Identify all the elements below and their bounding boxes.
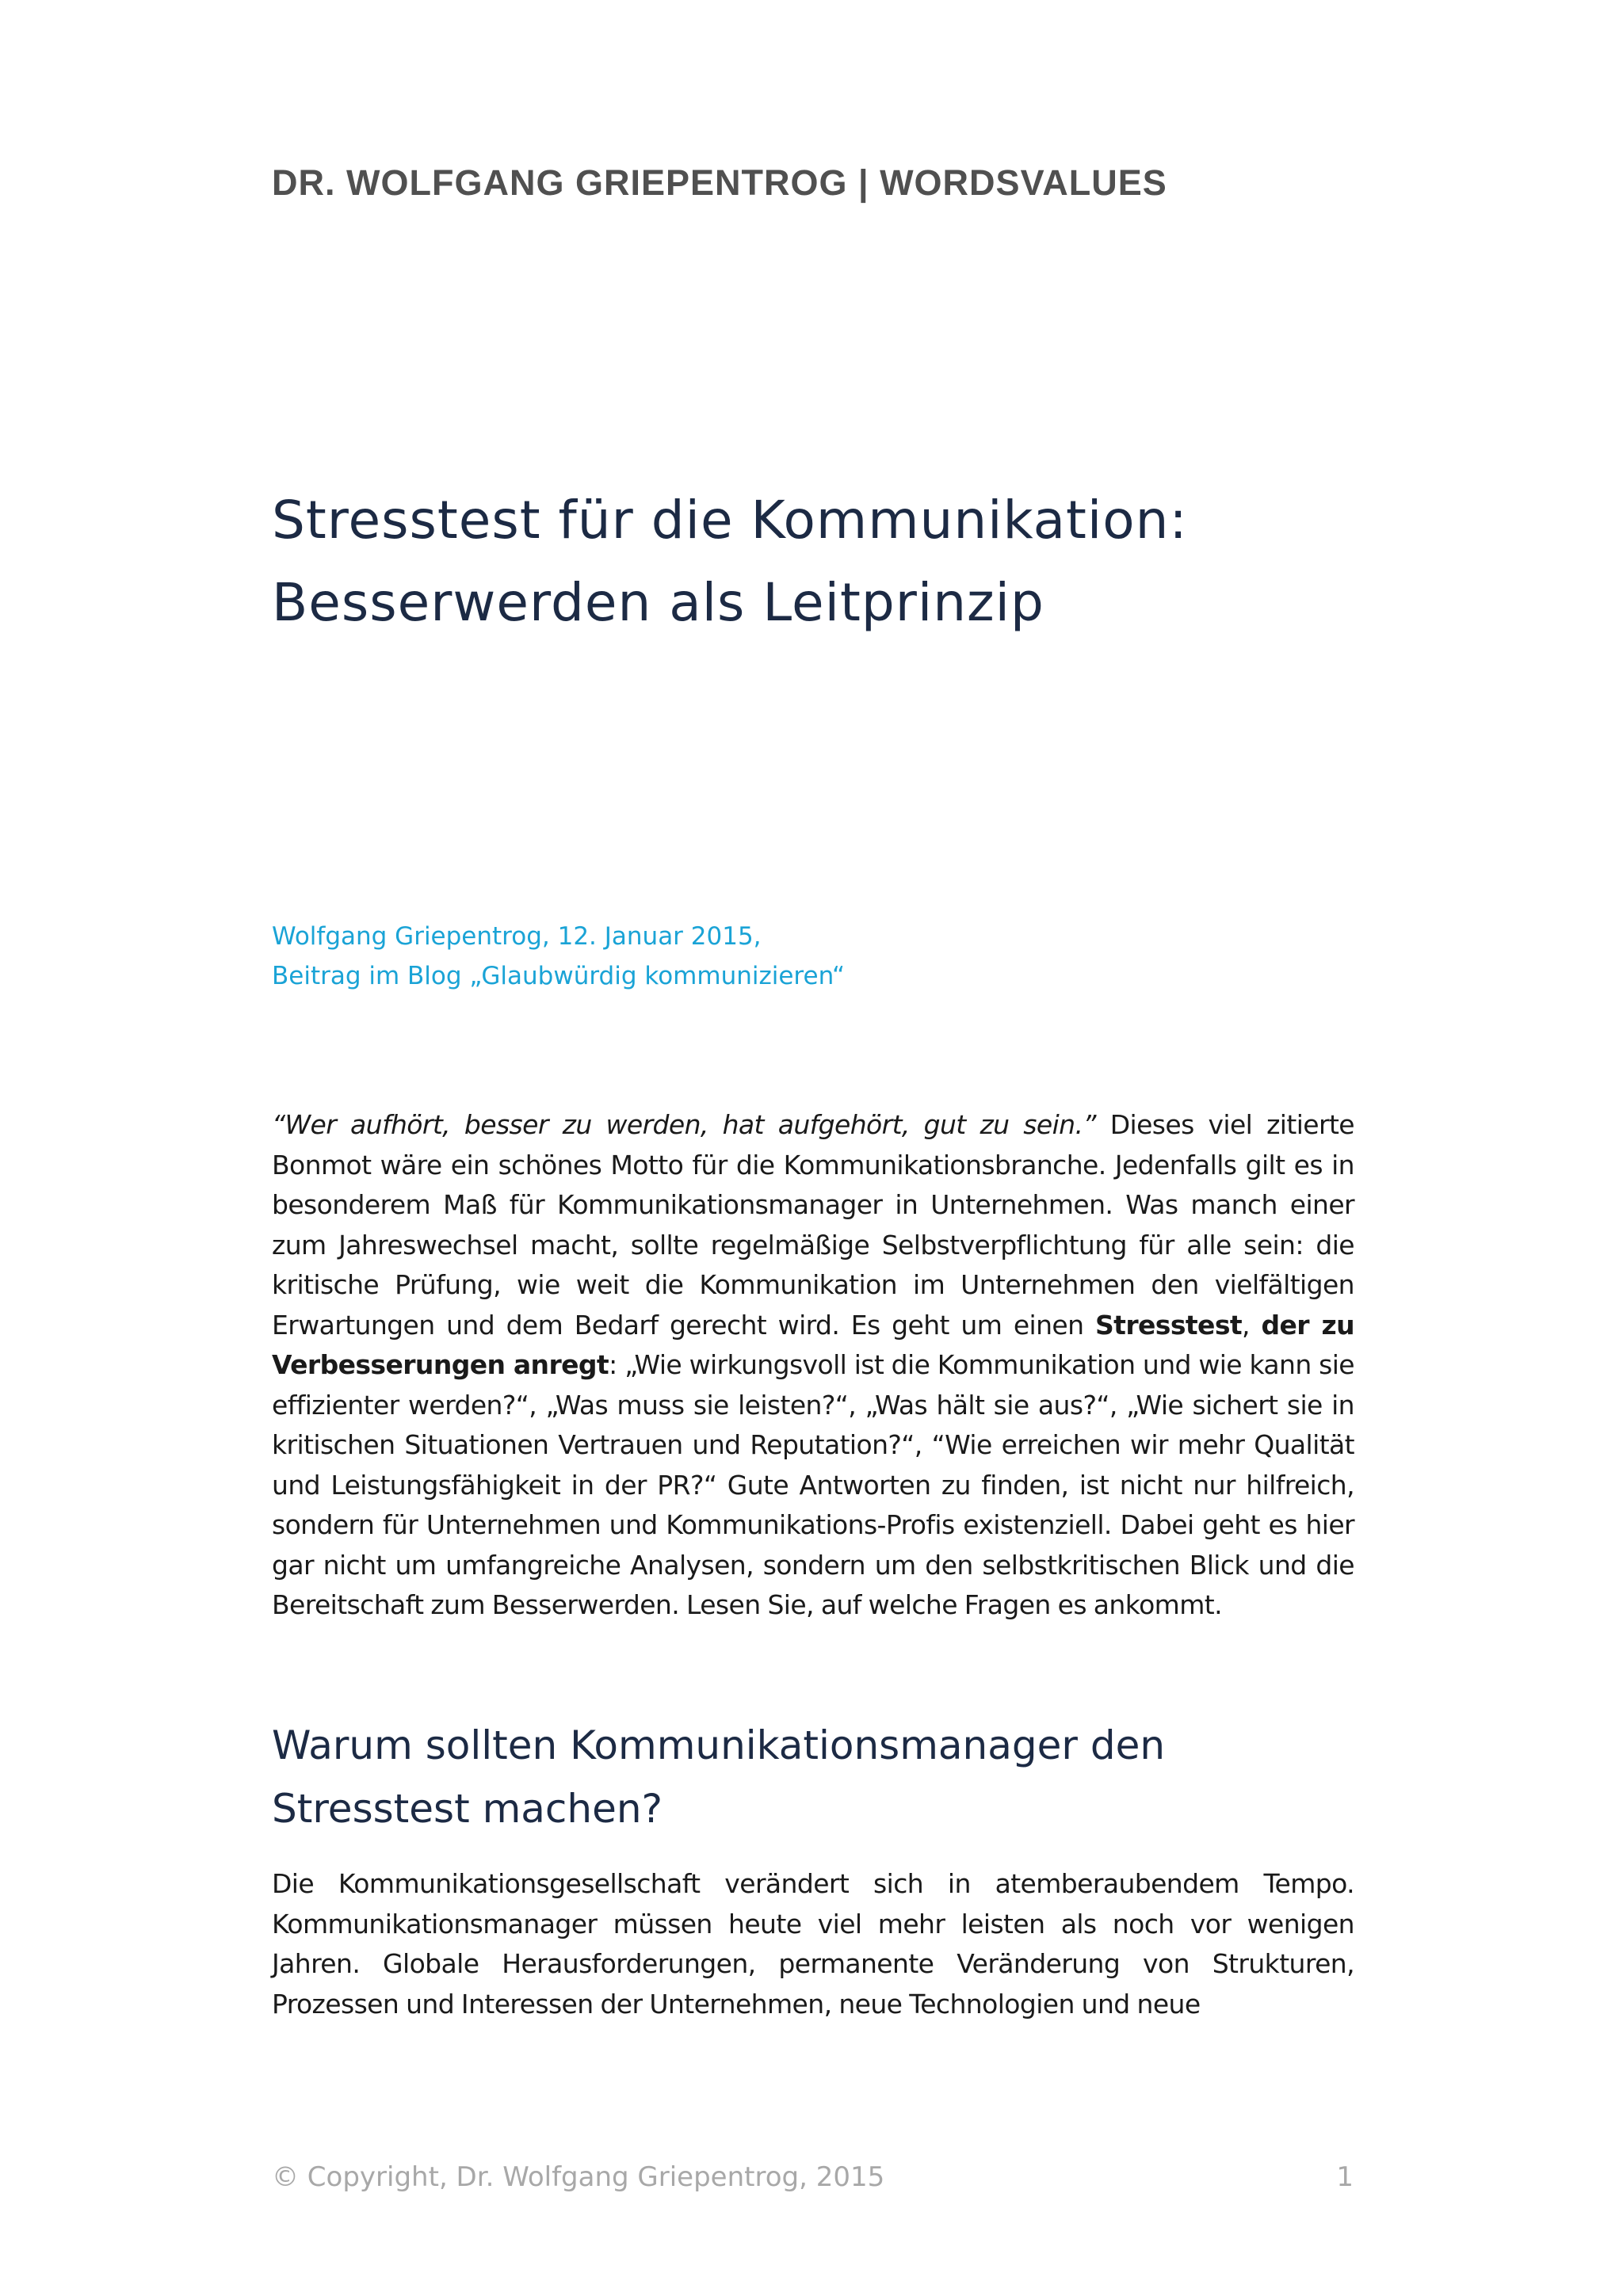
intro-bold-verbesserungen: der zu Verbesserungen anregt [272,1309,1354,1380]
section-heading-line-2: Stresstest machen? [272,1786,663,1832]
author-date-meta [272,917,845,996]
section-heading-line-1: Warum sollten Kommunikationsmanager den [272,1722,1166,1768]
intro-bold-stresstest: Stresstest [1094,1309,1243,1341]
intro-text-c: : „Wie wirkungsvoll ist die Kommunikation und wie kann sie effizienter werden?“, „Was muss sie leisten?“, „Was hält sie aus?“, „Wie sichert sie in kritischen Situationen Vertrauen und Reputation?“, “Wie erreichen wir mehr Qualität und Leistungsfähigkeit in der PR?“ Gute Antworten zu finden, ist nicht nur hilfreich, sondern für Unternehmen und Kommunikations-Profis existenziell. Dabei geht es hier gar nicht um umfangreiche Analysen, sondern um den selbstkritischen Blick und die Bereitschaft zum Besserwerden. Lesen Sie, auf welche Fragen es ankommt. [272,1349,1354,1620]
document-title [272,479,1381,644]
intro-paragraph [272,1105,1354,1626]
footer-copyright: © Copyright, Dr. Wolfgang Griepentrog, 2015 [272,2161,885,2193]
intro-quote: “Wer aufhört, besser zu werden, hat aufgehört, gut zu sein.” [272,1109,1096,1140]
section-heading [272,1714,1165,1840]
meta-author-date: Wolfgang Griepentrog, 12. Januar 2015, [272,922,762,951]
intro-text-a: Dieses viel zitierte Bonmot wäre ein schönes Motto für die Kommunikationsbranche. Jedenfalls gilt es in besonderem Maß für Kommunikationsmanager in Unternehmen. Was manch einer zum Jahreswechsel macht, sollte regelmäßige Selbstverpflichtung für alle sein: die kritische Prüfung, wie weit die Kommunikation im Unternehmen den vielfältigen Erwartungen und dem Bedarf gerecht wird. Es geht um einen [272,1109,1354,1341]
title-line-2: Besserwerden als Leitprinzip [272,572,1044,633]
title-line-1: Stresstest für die Kommunikation: [272,490,1188,551]
page-header: DR. WOLFGANG GRIEPENTROG | WORDSVALUES [272,162,1167,203]
section-paragraph: Die Kommunikationsgesellschaft verändert sich in atemberaubendem Tempo. Kommunikationsmanager müssen heute viel mehr leisten als noch vor wenigen Jahren. Globale Herausforderungen, permanente Veränderung von Strukturen, Prozessen und Interessen der Unternehmen, neue Technologien und neue [272,1868,1354,2019]
intro-text-b: , [1242,1309,1262,1341]
meta-blog-source: Beitrag im Blog „Glaubwürdig kommunizieren“ [272,962,846,990]
footer-page-number: 1 [1336,2161,1354,2193]
